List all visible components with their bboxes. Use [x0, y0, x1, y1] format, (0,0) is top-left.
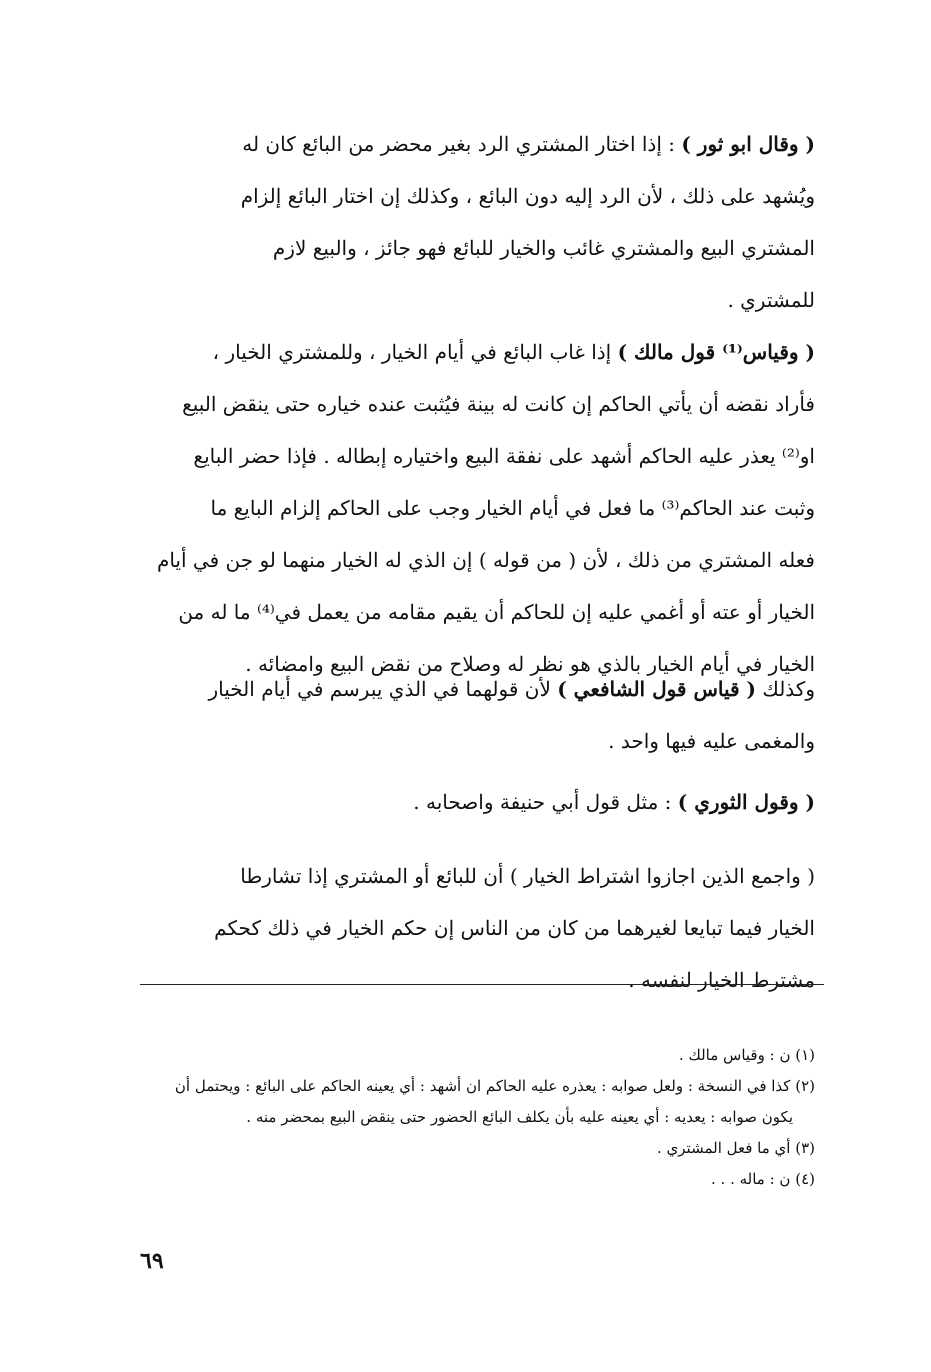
paragraph-consensus [132, 850, 815, 1006]
line-text: إذا غاب البائع في أيام الخيار ، وللمشتري الخيار ، [212, 340, 612, 364]
line-text: لأن قولهما في الذي يبرسم في أيام الخيار [208, 677, 551, 701]
paragraph-heading: ( وقال ابو ثور ) [681, 132, 815, 156]
paragraph-heading: ( وقياس⁽¹⁾ قول مالك ) [617, 340, 815, 364]
footnote: (٤) ن : ماله . . . [711, 1170, 815, 1188]
paragraph-malik [132, 326, 815, 690]
footnote-divider [140, 984, 824, 985]
text-line: الخيار أو عته أو أغمي عليه إن للحاكم أن يقيم مقامه من يعمل في⁽⁴⁾ ما له من [178, 600, 815, 624]
footnotes [132, 1040, 815, 1195]
text-line: المشتري البيع والمشتري غائب والخيار للبائع فهو جائز ، والبيع لازم [272, 236, 815, 260]
footnote: (٣) أي ما فعل المشتري . [657, 1139, 815, 1157]
text-line: والمغمى عليه فيها واحد . [608, 729, 815, 753]
line-text: : إذا اختار المشتري الرد بغير محضر من البائع كان له [242, 132, 675, 156]
text-line [132, 776, 815, 828]
footnote-continuation: يكون صوابه : يعديه : أي يعينه عليه بأن يكلف البائع الحضور حتى ينقض البيع بمحضر منه . [246, 1108, 793, 1126]
text-line [132, 118, 815, 170]
paragraph-shafii [132, 663, 815, 767]
text-line: الخيار في أيام الخيار بالذي هو نظر له وصلاح من نقض البيع وامضائه . [245, 652, 815, 676]
text-line: ( واجمع الذين اجازوا اشتراط الخيار ) أن للبائع أو المشتري إذا تشارطا [240, 864, 815, 888]
line-text: : مثل قول أبي حنيفة واصحابه . [413, 790, 672, 814]
text-line [132, 663, 815, 715]
footnote: (١) ن : وقياس مالك . [678, 1046, 815, 1064]
text-line: فأراد نقضه أن يأتي الحاكم إن كانت له بينة فيُثبت عنده خياره حتى ينقض البيع [182, 392, 815, 416]
page-number: ٦٩ [140, 1248, 164, 1274]
paragraph-abu-thawr [132, 118, 815, 326]
text-line [132, 326, 815, 378]
line-prefix: وكذلك [762, 677, 815, 701]
paragraph-thawri [132, 776, 815, 828]
text-line: للمشتري . [727, 288, 815, 312]
text-line: الخيار فيما تبايعا لغيرهما من كان من الناس إن حكم الخيار في ذلك كحكم [214, 916, 815, 940]
paragraph-heading: ( قياس قول الشافعي ) [557, 677, 756, 701]
text-line: وثبت عند الحاكم⁽³⁾ ما فعل في أيام الخيار وجب على الحاكم إلزام البايع ما [210, 496, 815, 520]
footnote: (٢) كذا في النسخة : ولعل صوابه : يعذره عليه الحاكم ان أشهد : أي يعينه الحاكم على البائع : ويحتمل أن [174, 1077, 815, 1095]
text-line: فعله المشتري من ذلك ، لأن ( من قوله ) إن الذي له الخيار منهما لو جن في أيام [156, 548, 815, 572]
text-line: مشترط الخيار لنفسه . [628, 968, 815, 992]
text-line: ويُشهد على ذلك ، لأن الرد إليه دون البائع ، وكذلك إن اختار البائع إلزام [240, 184, 815, 208]
paragraph-heading: ( وقول الثوري ) [677, 790, 815, 814]
text-line: او⁽²⁾ يعذر عليه الحاكم أشهد على نفقة البيع واختياره إبطاله . فإذا حضر البايع [193, 444, 815, 468]
